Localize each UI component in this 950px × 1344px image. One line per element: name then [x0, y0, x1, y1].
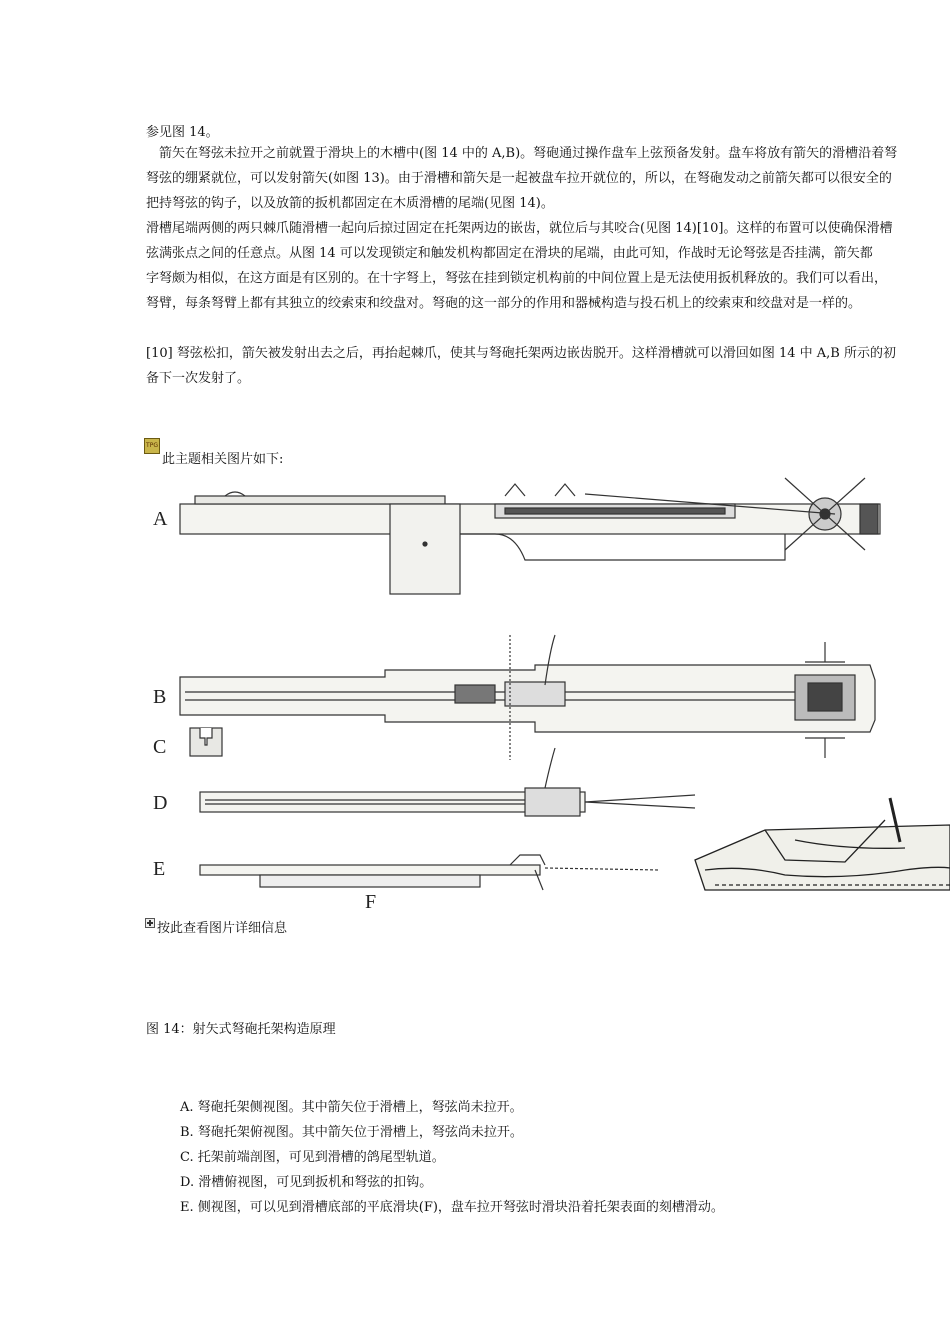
legend-item: E. 侧视图，可以见到滑槽底部的平底滑块(F)，盘车拉开弩弦时滑块沿着托架表面的刻槽滑动。 [180, 1200, 724, 1215]
figure-legend-list [180, 1095, 724, 1220]
view-details-link[interactable]: 按此查看图片详细信息 [157, 921, 288, 936]
figure-label-c: C [153, 736, 167, 758]
figure-title: 图 14：射矢式弩砲托架构造原理 [146, 1022, 336, 1037]
legend-item: A. 弩砲托架侧视图。其中箭矢位于滑槽上，弩弦尚未拉开。 [180, 1100, 523, 1115]
paragraph-2 [146, 216, 893, 316]
expand-plus-icon[interactable] [145, 918, 155, 928]
figure-label-f: F [365, 891, 377, 913]
attachment-caption: 此主题相关图片如下: [162, 452, 284, 467]
figure-label-b: B [153, 686, 167, 708]
paragraph-line: 把持弩弦的钩子，以及放箭的扳机都固定在木质滑槽的尾端(见图 14)。 [146, 196, 554, 211]
footnote [146, 341, 896, 391]
paragraph-line: 滑槽尾端两侧的两只棘爪随滑槽一起向后掠过固定在托架两边的嵌齿，就位后与其咬合(见图 14)[10]。这样的布置可以使确保滑槽 [146, 221, 893, 236]
figure-d-slider-top [200, 748, 695, 816]
intro-text: 参见图 14。 [146, 125, 219, 140]
paragraph-line: 弩臂，每条弩臂上都有其独立的绞索束和绞盘对。弩砲的这一部分的作用和器械构造与投石机上的绞索束和绞盘对是一样的。 [146, 296, 862, 311]
ballista-figure [145, 470, 950, 915]
legend-item: C. 托架前端剖图，可见到滑槽的鸽尾型轨道。 [180, 1150, 445, 1165]
figure-b-top-view [180, 635, 875, 760]
legend-item: B. 弩砲托架俯视图。其中箭矢位于滑槽上，弩弦尚未拉开。 [180, 1125, 523, 1140]
image-attachment-icon: TPG [144, 438, 160, 454]
paragraph-line: 字弩颇为相似，在这方面是有区别的。在十字弩上，弩弦在挂到锁定机构前的中间位置上是无法使用扳机释放的。我们可以看出， [146, 271, 888, 286]
figure-perspective-sketch [695, 798, 950, 890]
paragraph-1 [146, 141, 897, 216]
figure-label-d: D [153, 792, 168, 814]
figure-label-a: A [153, 508, 168, 530]
footnote-line: [10] 弩弦松扣，箭矢被发射出去之后，再抬起棘爪，使其与弩砲托架两边嵌齿脱开。这样滑槽就可以滑回如图 14 中 A,B 所示的初 [146, 346, 896, 361]
paragraph-line: 弩弦的绷紧就位，可以发射箭矢(如图 13)。由于滑槽和箭矢是一起被盘车拉开就位的，所以，在弩砲发动之前箭矢都可以很安全的 [146, 171, 892, 186]
figure-a-side-view [180, 478, 880, 594]
footnote-line: 备下一次发射了。 [146, 371, 251, 386]
figure-c-section [190, 728, 222, 756]
legend-item: D. 滑槽俯视图，可见到扳机和弩弦的扣钩。 [180, 1175, 433, 1190]
paragraph-line: 箭矢在弩弦未拉开之前就置于滑块上的木槽中(图 14 中的 A,B)。弩砲通过操作盘车上弦预备发射。盘车将放有箭矢的滑槽沿着弩 [146, 146, 898, 161]
figure-label-e: E [153, 858, 166, 880]
figure-e-side-view [200, 855, 660, 890]
paragraph-line: 弦满张点之间的任意点。从图 14 可以发现锁定和触发机构都固定在滑块的尾端，由此可知，作战时无论弩弦是否挂满，箭矢都 [146, 246, 873, 261]
